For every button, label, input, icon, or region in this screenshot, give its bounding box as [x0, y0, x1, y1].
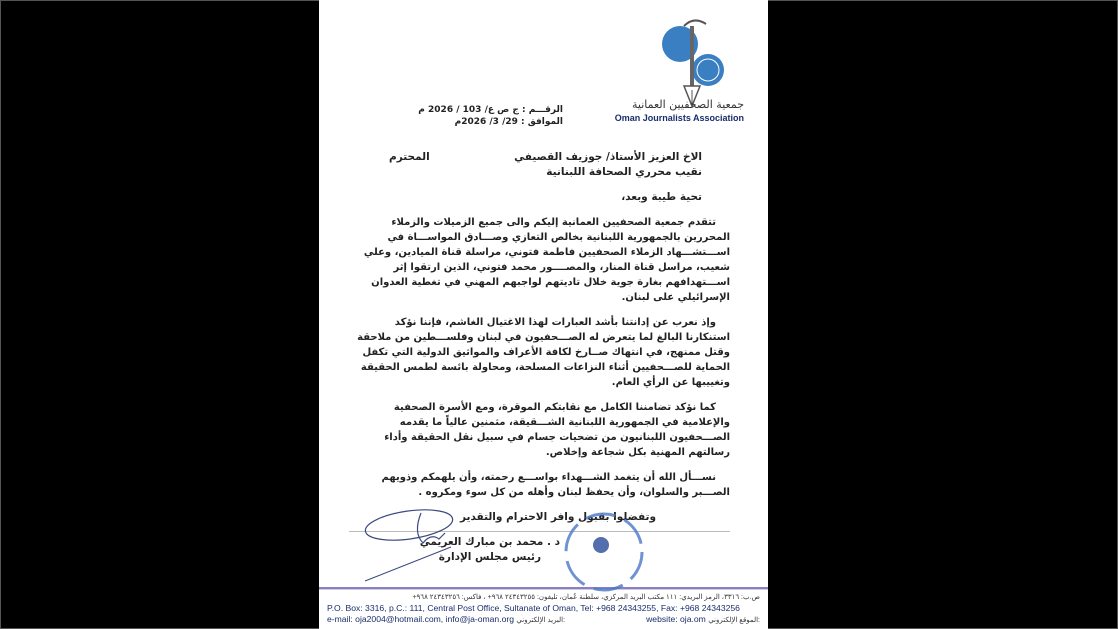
addressee-title: نقيب محرري الصحافة اللبنانية — [546, 166, 702, 178]
footer-contact — [327, 614, 760, 626]
signature-area — [349, 529, 730, 573]
footer-address-arabic: ص.ب: ٣٣١٦، الرمز البريدي: ١١١ مكتب البريد المركزي، سلطنة عُمان، تليفون: ٢٤٣٤٣٢٥٥ ٩٦٨+ ، فاكس: ٢٤٣٤٣٢٥٦ ٩٦٨+ — [412, 594, 760, 601]
addressee-name: الاخ العزيز الأستاذ/ جوزيف القصيفي — [514, 151, 702, 163]
addressee-row — [349, 150, 730, 180]
footer-website: website: oja.om الموقع الإلكتروني: — [646, 614, 760, 624]
paragraph-solidarity: كما نؤكد تضامننا الكامل مع نقابتكم الموقرة، ومع الأسرة الصحفية والإعلامية في الجمهورية اللبنانية الشـــقيقة، مثمنين عالياً ما يقدمه الصـــحفيون اللبنانيون من تضحيات جسام في سبيل نقل الحقيقة وأداء رسالتهم المهنية بكل شجاعة وإخلاص. — [384, 402, 730, 458]
letter-page — [319, 0, 768, 629]
signatory — [420, 535, 560, 565]
closing: وتفضلوا بقبول وافر الاحترام والتقدير — [459, 511, 656, 523]
association-logo — [654, 18, 734, 110]
addressee — [514, 150, 702, 180]
org-name-english: Oman Journalists Association — [614, 113, 744, 123]
letterhead — [319, 0, 768, 140]
paragraph-condolence: تتقدم جمعية الصحفيين العمانية إليكم والى جميع الزميلات والزملاء المحررين بالجمهورية اللبنانية بخالص التعازي وصـــادق المواســـاة في اســـتشـــهاد الزملاء الصحفيين فاطمة فتوني، مراسلة قناة الميادين، وعلي شعيب، مراسل قناة المنار، والمصــــور محمد فتوني، الذين ارتقوا إثر اســـتهدافهم بغارة جوية خلال تاديتهم لواجبهم المهني في تغطية العدوان الإسرائيلي على لبنان. — [363, 217, 730, 303]
reference-number: الرقـــم : ج ص ع/ 103 / 2026 م — [418, 105, 563, 115]
footer — [319, 587, 768, 629]
letter-body — [319, 140, 768, 573]
signatory-title: رئيس مجلس الإدارة — [438, 551, 542, 563]
letter-date: الموافق : 29/ 3/ 2026م — [454, 117, 563, 127]
honorific: المحترم — [389, 151, 430, 163]
paragraph-prayer: نســـأل الله أن يتغمد الشـــهداء بواســـع رحمته، وأن يلهمكم وذويهم الصـــبر والسلوان، وأن يحفظ لبنان وأهله من كل سوء ومكروه . — [381, 472, 730, 498]
signatory-name: د . محمد بن مبارك العريمي — [419, 536, 560, 548]
reference-block — [418, 104, 563, 128]
official-stamp — [559, 507, 649, 597]
org-name-arabic: جمعية الصحفيين العمانية — [631, 98, 744, 111]
footer-address-english: P.O. Box: 3316, p.C.: 111, Central Post Office, Sultanate of Oman, Tel: +968 24343255, Fax: +968 24343256 — [327, 603, 740, 613]
greeting: تحية طيبة وبعد، — [621, 191, 702, 203]
footer-email: e-mail: oja2004@hotmail.com, info@ja-oman.org البريد الإلكتروني: — [327, 614, 566, 624]
paragraph-condemnation: وإذ نعرب عن إدانتنا بأشد العبارات لهذا الاغتيال الغاشم، فإننا نؤكد استنكارنا البالغ لما يتعرض له الصـــحفيون في لبنان وفلســـطين من ملاحقة وقتل ممنهج، في انتهاك صــارخ لكافة الأعراف والمواثيق الدولية التي تكفل الحماية للصـــحفيين أثناء النزاعات المسلحة، ومحاولة بائسة لطمس الحقيقة وتغييبها عن الرأي العام. — [357, 317, 730, 388]
